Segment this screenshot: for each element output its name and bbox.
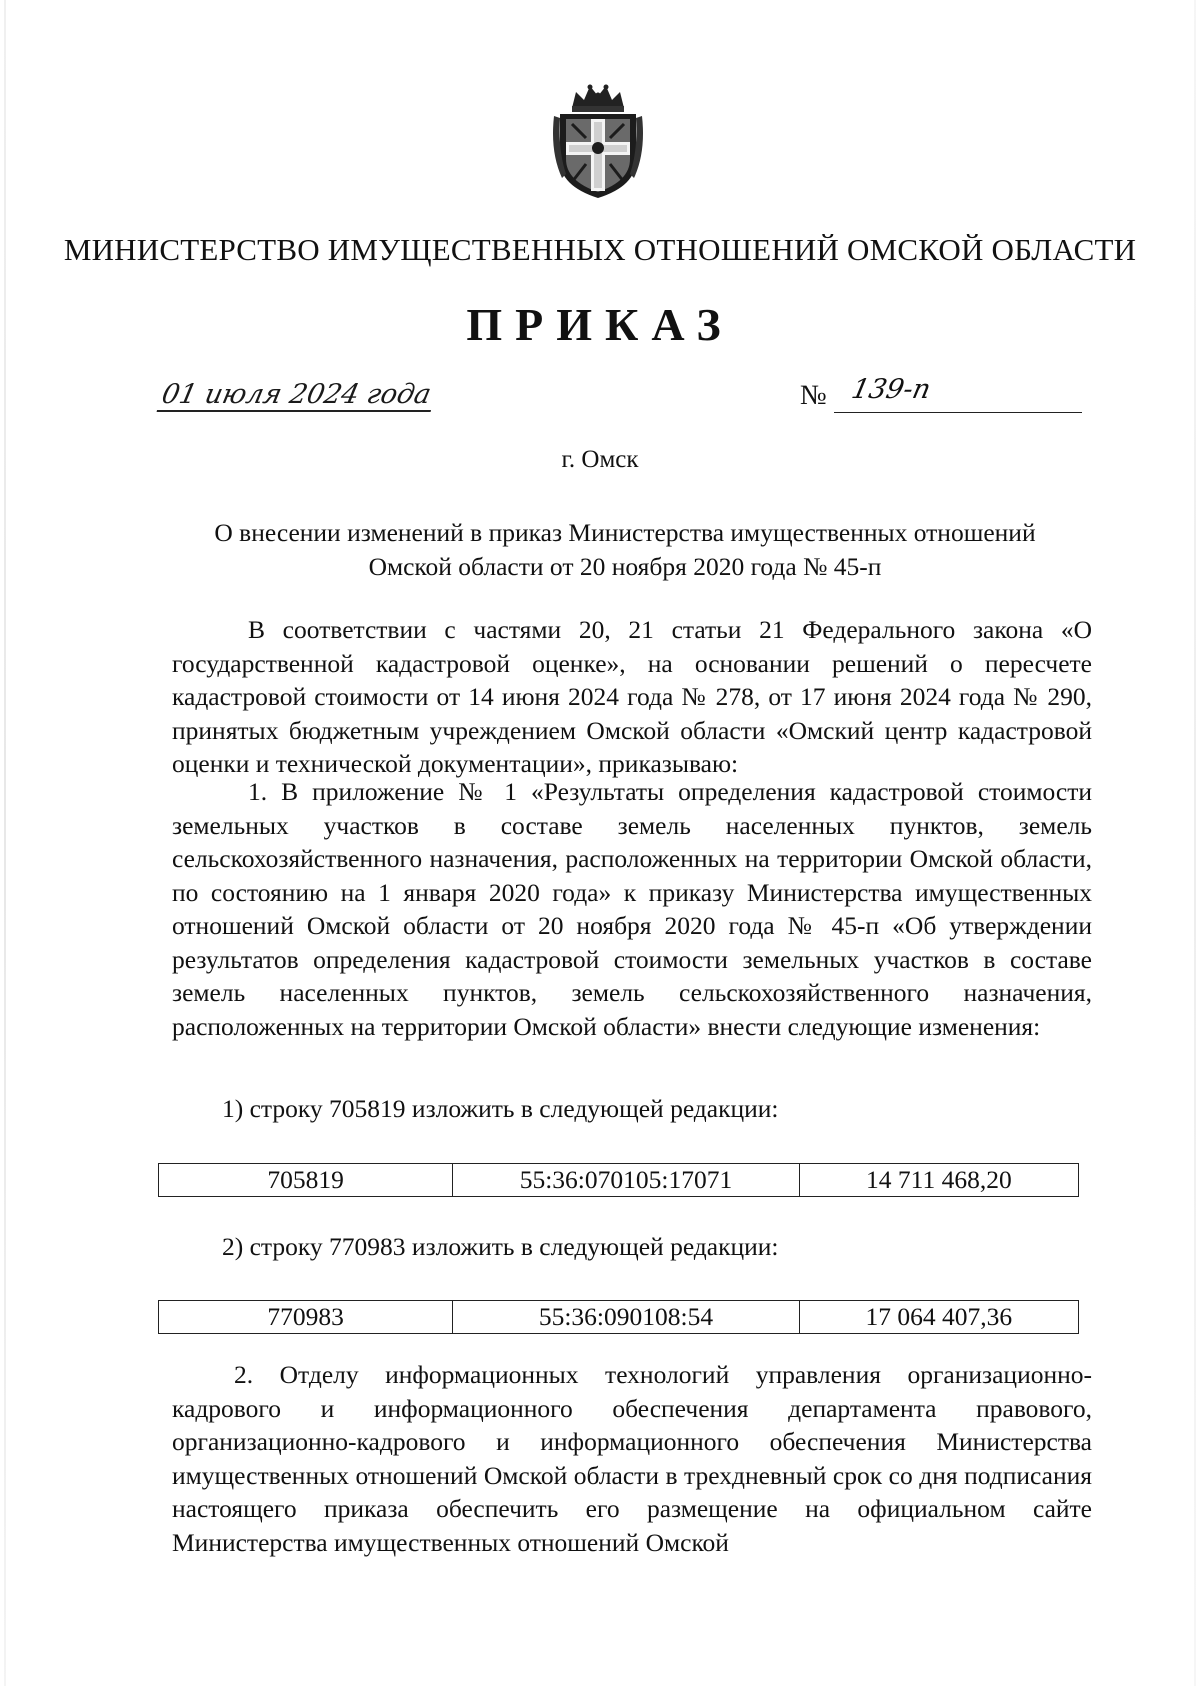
subject-line-1: О внесении изменений в приказ Министерства имущественных отношений <box>214 518 1036 547</box>
number-underline <box>834 412 1082 413</box>
row-number-cell: 770983 <box>159 1301 453 1334</box>
table-row <box>159 1164 1079 1197</box>
city: г. Омск <box>561 446 639 473</box>
number-sign: № <box>800 380 827 411</box>
handwritten-date: 01 июля 2024 года <box>157 380 438 412</box>
ministry-name: МИНИСТЕРСТВО ИМУЩЕСТВЕННЫХ ОТНОШЕНИЙ ОМСКОЙ ОБЛАСТИ <box>63 232 1137 267</box>
subject-heading <box>160 516 1090 584</box>
replacement-row-table-1 <box>158 1163 1079 1197</box>
cadastral-value-cell: 17 064 407,36 <box>799 1301 1078 1334</box>
subject-line-2: Омской области от 20 ноября 2020 года № 45-п <box>368 552 882 581</box>
item-1-text: 1. В приложение № 1 «Результаты определения кадастровой стоимости земельных участков в составе земель населенных пунктов, земель сельскохозяйственного назначения, расположенных на территории Омской области, по состоянию на 1 января 2020 года» к приказу Министерства имущественных отношений Омской области от 20 ноября 2020 года № 45-п «Об утверждении результатов определения кадастровой стоимости земельных участков в составе земель населенных пунктов, земель сельскохозяйственного назначения, расположенных на территории Омской области» внести следующие изменения: <box>172 777 1092 1041</box>
document-type-title: ПРИКАЗ <box>466 299 734 350</box>
cadastral-value-cell: 14 711 468,20 <box>799 1164 1078 1197</box>
table-row <box>159 1301 1079 1334</box>
intro-paragraph <box>172 613 1092 781</box>
cadastral-number-cell: 55:36:090108:54 <box>453 1301 799 1334</box>
row-number-cell: 705819 <box>159 1164 453 1197</box>
subitem-2-text: 2) строку 770983 изложить в следующей редакции: <box>222 1232 779 1261</box>
item-2-paragraph <box>172 1358 1092 1559</box>
replacement-row-table-2 <box>158 1300 1079 1334</box>
omsk-coat-of-arms-icon <box>550 82 646 200</box>
item-1-paragraph <box>172 775 1092 1043</box>
document-number-field <box>800 374 1082 412</box>
subitem-1-text: 1) строку 705819 изложить в следующей редакции: <box>222 1094 779 1123</box>
handwritten-number: 139-п <box>848 374 934 405</box>
subitem-2 <box>172 1230 1092 1264</box>
cadastral-number-cell: 55:36:070105:17071 <box>453 1164 800 1197</box>
intro-text: В соответствии с частями 20, 21 статьи 21 Федерального закона «О государственной кадастровой оценке», на основании решений о пересчете кадастровой стоимости от 14 июня 2024 года № 278, от 17 июня 2024 года № 290, принятых бюджетным учреждением Омской области «Омский центр кадастровой оценки и технической документации», приказываю: <box>172 615 1092 778</box>
item-2-text: 2. Отделу информационных технологий управления организационно-кадрового и информационного обеспечения департамента правового, организационно-кадрового и информационного обеспечения Министерства имущественных отношений Омской области в трехдневный срок со дня подписания настоящего приказа обеспечить его размещение на официальном сайте Министерства имущественных отношений Омской <box>172 1360 1092 1557</box>
subitem-1 <box>172 1092 1092 1126</box>
